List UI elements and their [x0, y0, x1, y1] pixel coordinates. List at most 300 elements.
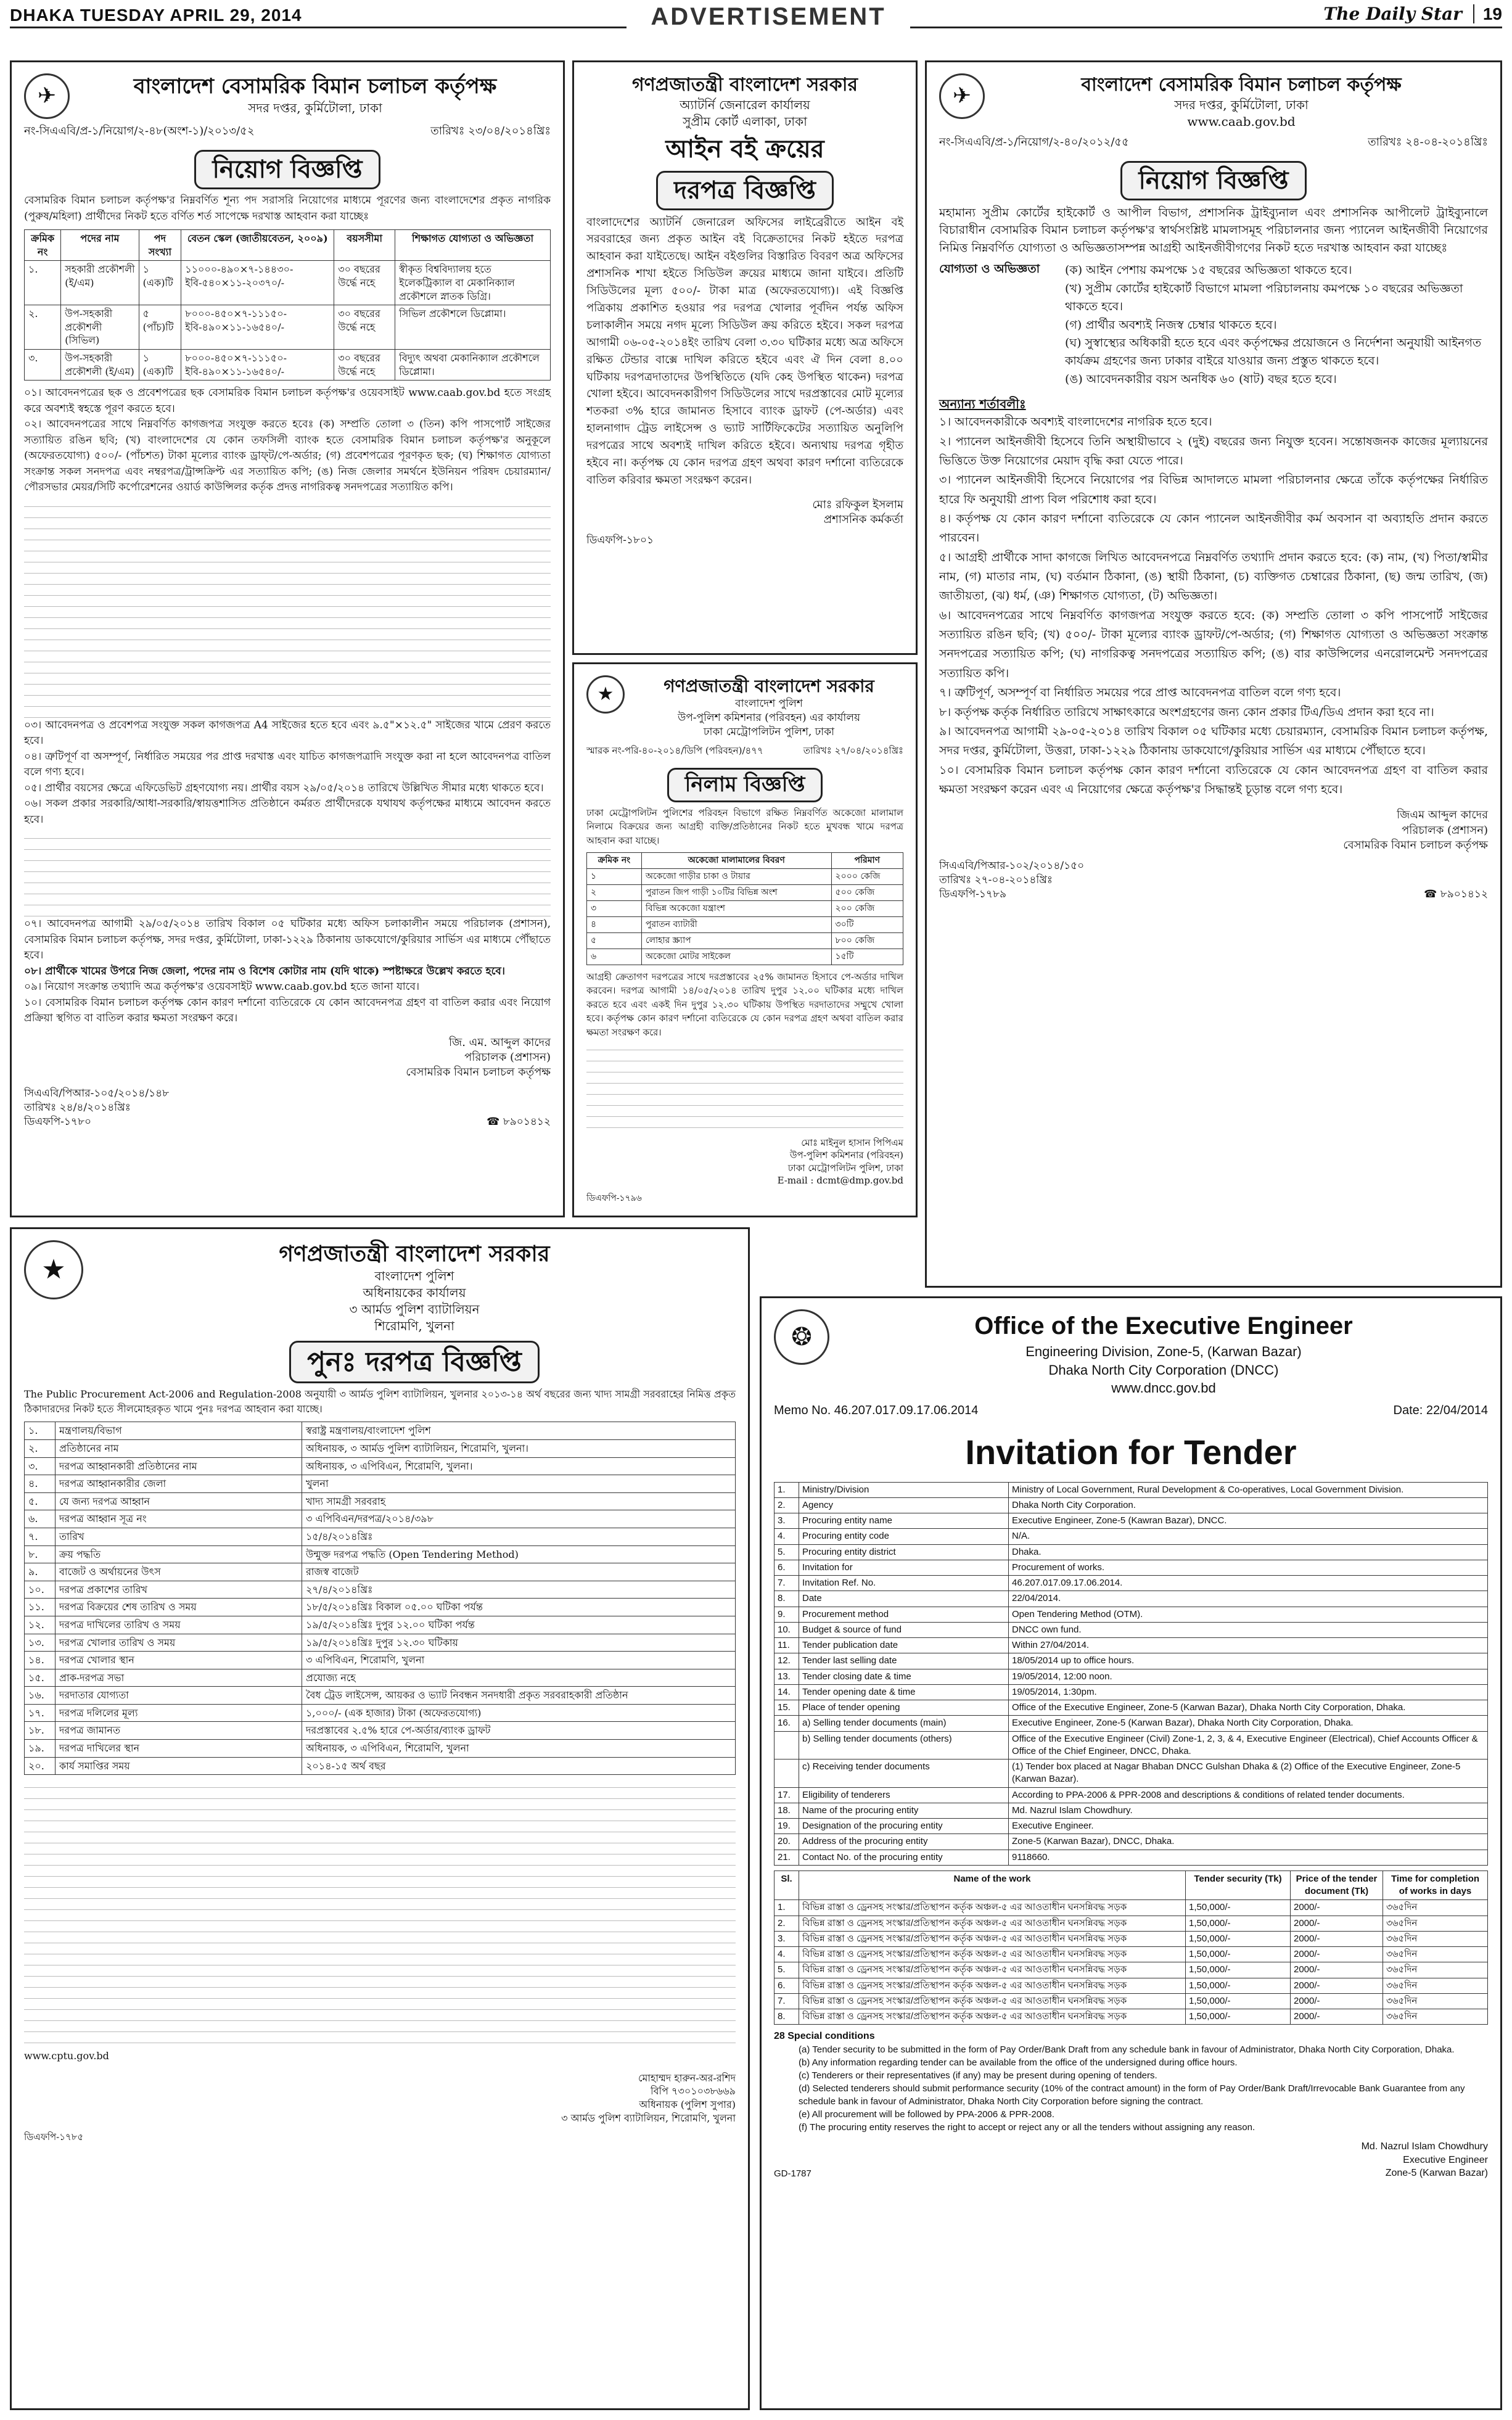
cell: Office of the Executive Engineer, Zone-5 (Karwan Bazar), Dhaka North City Corporation, Dhaka.	[1009, 1700, 1488, 1716]
cell: প্রাক-দরপত্র সভা	[55, 1669, 302, 1687]
cell: দরপত্র দাখিলের স্থান	[55, 1740, 302, 1758]
cell: ক্রয় পদ্ধতি	[55, 1545, 302, 1563]
special-condition: (f) The procuring entity reserves the right to accept or reject any or all the tenders without assigning any reason.	[799, 2122, 1255, 2133]
signature-block	[586, 1137, 903, 1187]
cell: ২০.	[25, 1757, 55, 1775]
intro-text: The Public Procurement Act-2006 and Regulation-2008 অনুযায়ী ৩ আর্মড পুলিশ ব্যাটালিয়ন, খুলনার ২০১৩-১৪ অর্থ বছরের জন্য খাদ্য সামগ্রী সরবরাহের নিমিত্ত প্রকৃত ঠিকাদারদের নিকট হতে সীলমোহরকৃত খামে পুনঃ দরপত্র আহবান করা যাচ্ছে।	[24, 1388, 736, 1415]
signature-block	[24, 1035, 551, 1080]
cell: 2000/-	[1291, 1931, 1383, 1946]
special-condition: (d) Selected tenderers should submit performance security (10% of the contract amount) in the form of Pay Order/Bank Draft/Irrevocable Bank Guarantee from any schedule bank in favour of Administrator, Dhaka North City Corporation before signing the contract.	[799, 2083, 1465, 2107]
signatory-org: ঢাকা মেট্রোপলিটন পুলিশ, ঢাকা	[787, 1162, 903, 1174]
table-row	[774, 1900, 1488, 1916]
table-row	[25, 350, 551, 381]
col-header: Tender security (Tk)	[1186, 1871, 1291, 1900]
notice-body: আগ্রহী ক্রেতাগণ দরপত্রের সাথে দরপ্রস্তাবের ২৫% জামানত হিসাবে পে-অর্ডার দাখিল করবেন। দরপত্র আগামী ১৪/০৫/২০১৪ তারিখ দুপুর ১২.০০ ঘটিকার মধ্যে দাখিল করতে হবে এবং একই দিন দুপুর ১২.৩০ ঘটিকায় উপস্থিত দরদাতাদের সম্মুখে খোলা হবে। কর্তৃপক্ষ কোন কারণ দর্শানো ব্যতিরেকে যে কোন দরপত্র গ্রহণ অথবা বাতিল করার ক্ষমতা সংরক্ষণ করে।	[586, 971, 903, 1038]
table-row	[25, 1757, 736, 1775]
cell: ১৭.	[25, 1704, 55, 1722]
cell: খাদ্য সামগ্রী সরবরাহ	[302, 1492, 736, 1510]
clause: ০৪। ত্রুটিপূর্ণ বা অসম্পূর্ণ, নির্ধারিত সময়ের পর প্রাপ্ত দরখাস্ত এবং যাচিত কাগজপত্রাদি সংযুক্ত করা না হলে আবেদনপত্র বাতিল বলে গণ্য হবে।	[24, 750, 551, 779]
col-header: ক্রমিক নং	[25, 230, 61, 261]
table-row	[25, 305, 551, 350]
cell: 2000/-	[1291, 1978, 1383, 1993]
cell: 1,50,000/-	[1186, 1962, 1291, 1978]
phone-number: ☎ ৮৯০১৪১২	[1424, 888, 1488, 900]
ref-date: তারিখঃ ২৭/০৪/২০১৪খ্রিঃ	[803, 744, 903, 756]
ad-footer	[24, 1087, 551, 1129]
cell: বিভিন্ন অকেজো যন্ত্রাংশ	[641, 901, 831, 917]
vacancy-table	[24, 229, 551, 381]
table-row	[25, 1740, 736, 1758]
office-line: বাংলাদেশ পুলিশ	[374, 1269, 454, 1283]
ref-date: তারিখঃ ২৩/০৪/২০১৪খ্রিঃ	[430, 125, 551, 138]
office-address: সুপ্রীম কোর্ট এলাকা, ঢাকা	[683, 113, 807, 129]
cell: Zone-5 (Karwan Bazar), DNCC, Dhaka.	[1009, 1834, 1488, 1850]
signatory-title: প্রশাসনিক কর্মকর্তা	[823, 513, 903, 527]
cell: দরপত্র বিক্রয়ের শেষ তারিখ ও সময়	[55, 1599, 302, 1616]
cell: ১,০০০/- (এক হাজার) টাকা (অফেরতযোগ্য)	[302, 1704, 736, 1722]
cell: লোহার স্ক্র্যাপ	[641, 932, 831, 949]
intro-text: মহামান্য সুপ্রীম কোর্টের হাইকোর্ট ও আপীল বিভাগ, প্রশাসনিক ট্রাইব্যুনাল এবং প্রশাসনিক আপীলেট ট্রাইব্যুনালে বিচারাধীন বেসামরিক বিমান চলাচল কর্তৃপক্ষ'র স্বার্থসংশ্লিষ্ট মামলাসমূহ পরিচালনার জন্য প্যানেল আইনজীবী নিয়োগের নিমিত্ত নিম্নবর্ণিত যোগ্যতা ও অভিজ্ঞতাসম্পন্ন আগ্রহী আইনজীবীগণের নিকট হতে দরখাস্ত আহবান করা যাচ্ছেঃ	[939, 205, 1488, 255]
cell: 16.	[774, 1716, 799, 1731]
cell: 1,50,000/-	[1186, 1978, 1291, 1993]
cell: 12.	[774, 1653, 799, 1669]
works-table	[774, 1871, 1488, 2025]
clause: ১০। বেসামরিক বিমান চলাচল কর্তৃপক্ষ কোন কারণ দর্শানো ব্যতিরেকে যে কোন আবেদনপত্র গ্রহণ বা বাতিল করার এবং নিয়োগ প্রক্রিয়া স্থগিত বা বাতিল করার ক্ষমতা সংরক্ষণ করে।	[24, 996, 551, 1025]
cell: N/A.	[1009, 1529, 1488, 1544]
cell: 2000/-	[1291, 1993, 1383, 2009]
cell: বিভিন্ন রাস্তা ও ড্রেনসহ সংস্কার/প্রতিস্থাপন কর্তৃক অঞ্চল-৫ এর আওতাধীন ঘনসন্নিবদ্ধ সড়ক	[799, 1993, 1186, 2009]
cell: 1,50,000/-	[1186, 1931, 1291, 1946]
table-row	[774, 1669, 1488, 1684]
table-row	[774, 1731, 1488, 1759]
cell: অধিনায়ক, ৩ এপিবিএন, শিরোমণি, খুলনা।	[302, 1457, 736, 1475]
ref-date: তারিখঃ ২৪-০৪-২০১৪খ্রিঃ	[1368, 135, 1488, 149]
table-row	[25, 1616, 736, 1634]
cell: 18.	[774, 1803, 799, 1818]
table-row	[25, 1492, 736, 1510]
cell: 20.	[774, 1834, 799, 1850]
cell: ৫.	[25, 1492, 55, 1510]
cell: ১৩.	[25, 1634, 55, 1652]
cell: বাজেট ও অর্থায়নের উৎস	[55, 1563, 302, 1581]
cell: Procurement of works.	[1009, 1560, 1488, 1575]
table-row	[587, 932, 903, 949]
cell: Designation of the procuring entity	[799, 1819, 1009, 1834]
signature-block	[939, 808, 1488, 853]
cell: 19/05/2014, 1:30pm.	[1009, 1684, 1488, 1700]
dfp-code: ডিএফপি-১৭৮৫	[24, 2131, 84, 2143]
cell: বিদ্যুৎ অথবা মেকানিক্যাল প্রকৌশলে ডিপ্লোমা।	[395, 350, 551, 381]
cell: ১৯.	[25, 1740, 55, 1758]
cell: 14.	[774, 1684, 799, 1700]
cell: 10.	[774, 1622, 799, 1637]
cell: 8.	[774, 1591, 799, 1607]
col-header: শিক্ষাগত যোগ্যতা ও অভিজ্ঞতা	[395, 230, 551, 261]
table-row	[774, 1482, 1488, 1497]
intro-text: বেসামরিক বিমান চলাচল কর্তৃপক্ষ'র নিম্নবর্ণিত শূন্য পদ সরাসরি নিয়োগের মাধ্যমে পূরণের জন্য বাংলাদেশের প্রকৃত নাগরিক (পুরুষ/মহিলা) প্রার্থীদের নিকট হতে বর্ণিত শর্ত সাপেক্ষে দরখাস্ত আহবান করা যাচ্ছেঃ	[24, 194, 551, 223]
cell	[774, 1731, 799, 1759]
cell: দরপত্র আহ্বানকারীর জেলা	[55, 1475, 302, 1493]
cell: রাজস্ব বাজেট	[302, 1563, 736, 1581]
tender-info-table	[774, 1482, 1488, 1866]
condition-item: ১০। বেসামরিক বিমান চলাচল কর্তৃপক্ষ কোন কারণ দর্শানো ব্যতিরেকে যে কোন আবেদনপত্র গ্রহণ বা বাতিল করার ক্ষমতা সংরক্ষণ করেন এবং এ নিয়োগের ক্ষেত্রে কর্তৃপক্ষ'র সিদ্ধান্তই চূড়ান্ত বলে গণ্য হবে।	[939, 763, 1488, 796]
clause: ০৭। আবেদনপত্র আগামী ২৯/০৫/২০১৪ তারিখ বিকাল ০৫ ঘটিকার মধ্যে অফিস চলাকালীন সময়ে পরিচালক (প্রশাসন), বেসামরিক বিমান চলাচল কর্তৃপক্ষ, সদর দপ্তর, কুর্মিটোলা, ঢাকা-১২২৯ ঠিকানায় ডাকযোগে/কুরিয়ার সার্ভিস এর মাধ্যমে পৌঁছাতে হবে।	[24, 918, 551, 962]
cell: বিভিন্ন রাস্তা ও ড্রেনসহ সংস্কার/প্রতিস্থাপন কর্তৃক অঞ্চল-৫ এর আওতাধীন ঘনসন্নিবদ্ধ সড়ক	[799, 1962, 1186, 1978]
signatory-org: বেসামরিক বিমান চলাচল কর্তৃপক্ষ	[406, 1066, 551, 1079]
notice-title: নিয়োগ বিজ্ঞপ্তি	[194, 150, 380, 189]
signatory-title: উপ-পুলিশ কমিশনার (পরিবহন)	[789, 1150, 903, 1161]
table-row	[587, 949, 903, 965]
table-row	[774, 1716, 1488, 1731]
cell: অধিনায়ক, ৩ আর্মড পুলিশ ব্যাটালিয়ন, শিরোমণি, খুলনা।	[302, 1439, 736, 1457]
cell: 11.	[774, 1638, 799, 1653]
qualification-item: (ঘ) সুস্বাস্থ্যের অধিকারী হতে হবে এবং কর্তৃপক্ষের প্রয়োজনে ও নির্দেশনা অনুযায়ী আইনগত কার্যক্রম গ্রহণের জন্য ঢাকার বাইরে যাওয়ার জন্য প্রস্তুত থাকতে হবে।	[1065, 336, 1482, 368]
cell: ৯.	[25, 1563, 55, 1581]
clause: ০২। আবেদনপত্রের সাথে নিম্নবর্ণিত কাগজপত্র সংযুক্ত করতে হবেঃ (ক) সম্প্রতি তোলা ৩ (তিন) কপি পাসপোর্ট সাইজের সত্যায়িত রঙিন ছবি; (খ) বাংলাদেশের যে কোন তফসিলী ব্যাংক হতে বেসামরিক বিমান চলাচল কর্তৃপক্ষ'র অনুকূলে (অফেরতযোগ্য) ৫০০/- (পাঁচশত) টাকা মূল্যের ব্যাংক ড্রাফ্‌ট/পে-অর্ডার; (গ) প্রবেশপত্রের পূরণকৃত ছক; (ঘ) শিক্ষাগত যোগ্যতা সংক্রান্ত সকল সনদপত্র এবং নম্বরপত্র/ট্রান্সক্রিপ্ট এর সত্যায়িত কপি; (ঙ) নিজ জেলার সমর্থনে ইউনিয়ন পরিষদ চেয়ারম্যান/পৌরসভার মেয়র/সিটি কর্পোরেশনের ওয়ার্ড কাউন্সিলর কর্তৃক প্রদত্ত নাগরিকত্ব সনদপত্রের সত্যায়িত কপি।	[24, 418, 551, 494]
section-label: ADVERTISEMENT	[627, 0, 910, 33]
cell	[774, 1759, 799, 1788]
qualification-item: (ঙ) আবেদনকারীর বয়স অনধিক ৬০ (ষাট) বছর হতে হবে।	[1065, 372, 1337, 386]
masthead-paper	[1323, 2, 1502, 26]
cell: 1,50,000/-	[1186, 1916, 1291, 1931]
org-name: গণপ্রজাতন্ত্রী বাংলাদেশ সরকার	[279, 1241, 550, 1267]
cell: ১ (এক)টি	[139, 261, 181, 305]
cell: 3.	[774, 1931, 799, 1946]
cell: দরপত্র খোলার স্থান	[55, 1652, 302, 1669]
cell: স্বীকৃত বিশ্ববিদ্যালয় হতে ইলেকট্রিক্যাল বা মেকানিক্যাল প্রকৌশলে স্নাতক ডিগ্রি।	[395, 261, 551, 305]
cell: DNCC own fund.	[1009, 1622, 1488, 1637]
cell: ৩৬৫দিন	[1383, 1931, 1488, 1946]
cell: 1,50,000/-	[1186, 1947, 1291, 1962]
cell: উপ-সহকারী প্রকৌশলী (সিভিল)	[61, 305, 139, 350]
footer-ref: সিএএবি/পিআর-১০২/২০১৪/১৫০	[939, 860, 1085, 873]
table-row	[774, 1978, 1488, 1993]
office-line: শিরোমণি, খুলনা	[374, 1319, 454, 1333]
cell: ৫ (পাঁচ)টি	[139, 305, 181, 350]
cell: বিভিন্ন রাস্তা ও ড্রেনসহ সংস্কার/প্রতিস্থাপন কর্তৃক অঞ্চল-৫ এর আওতাধীন ঘনসন্নিবদ্ধ সড়ক	[799, 1931, 1186, 1946]
cell: Ministry/Division	[799, 1482, 1009, 1497]
cell: ৮.	[25, 1545, 55, 1563]
table-row	[774, 1787, 1488, 1803]
cell: Tender closing date & time	[799, 1669, 1009, 1684]
cell: দরপত্র জামানত	[55, 1722, 302, 1740]
table-row	[25, 1528, 736, 1545]
table-row	[25, 1439, 736, 1457]
table-row	[774, 1947, 1488, 1962]
signature-block	[1362, 2140, 1488, 2180]
signatory-name: Md. Nazrul Islam Chowdhury	[1361, 2141, 1488, 2152]
cell: 9.	[774, 1607, 799, 1622]
clause: ০৮। প্রার্থীকে খামের উপরে নিজ জেলা, পদের নাম ও বিশেষ কোটার নাম (যদি থাকে) স্পষ্টাক্ষরে উল্লেখ করতে হবে।	[24, 965, 505, 977]
cell: ১ (এক)টি	[139, 350, 181, 381]
condition-item: ৫। আগ্রহী প্রার্থীকে সাদা কাগজে লিখিত আবেদনপত্রে নিম্নবর্ণিত তথ্যাদি প্রদান করতে হবে: (ক) নাম, (খ) পিতা/স্বামীর নাম, (গ) মাতার নাম, (ঘ) বর্তমান ঠিকানা, (ঙ) স্থায়ী ঠিকানা, (চ) ব্যক্তিগত চেম্বারের ঠিকানা, (ছ) জন্ম তারিখ, (জ) জাতীয়তা, (ঝ) ধর্ম, (ঞ) শিক্ষাগত যোগ্যতা, (ট) অভিজ্ঞতা।	[939, 550, 1488, 603]
table-row	[774, 1834, 1488, 1850]
cell: Within 27/04/2014.	[1009, 1638, 1488, 1653]
intro-text: ঢাকা মেট্রোপলিটন পুলিশের পরিবহন বিভাগে রক্ষিত নিম্নবর্ণিত অকেজো মালামাল নিলামে বিক্রয়ের জন্য আগ্রহী ব্যক্তি/প্রতিষ্ঠানের নিকট হতে মুখবন্ধ খামে দরপত্র আহবান করা যাচ্ছে।	[586, 807, 903, 846]
condition-item: ৪। কর্তৃপক্ষ যে কোন কারণ দর্শানো ব্যতিরেকে যে কোন প্যানেল আইনজীবীর কর্ম অবসান বা অব্যাহতি প্রদান করতে পারবেন।	[939, 512, 1488, 545]
table-row	[774, 1529, 1488, 1544]
cell: Eligibility of tenderers	[799, 1787, 1009, 1803]
dfp-code: ডিএফপি-১৭৮০	[24, 1115, 92, 1128]
notice-title: নিয়োগ বিজ্ঞপ্তি	[1120, 161, 1306, 200]
police-emblem-icon: ★	[586, 675, 625, 714]
cell: ১৮.	[25, 1722, 55, 1740]
corporation-name: Dhaka North City Corporation (DNCC)	[1048, 1362, 1279, 1378]
cell: মন্ত্রণালয়/বিভাগ	[55, 1422, 302, 1440]
special-condition: (e) All procurement will be followed by PPA-2006 & PPR-2008.	[799, 2109, 1054, 2120]
signatory-name: মোঃ রফিকুল ইসলাম	[812, 498, 903, 511]
cell: 22/04/2014.	[1009, 1591, 1488, 1607]
cell: সহকারী প্রকৌশলী (ই/এম)	[61, 261, 139, 305]
cell: 46.207.017.09.17.06.2014.	[1009, 1576, 1488, 1591]
cell: ৩০ বছরের উর্দ্ধে নহে	[334, 261, 395, 305]
signature-block	[24, 2072, 736, 2125]
office-line: উপ-পুলিশ কমিশনার (পরিবহন) এর কার্যালয়	[677, 711, 861, 724]
table-row	[25, 1634, 736, 1652]
cell: যে জন্য দরপত্র আহ্বান	[55, 1492, 302, 1510]
cell: ১২.	[25, 1616, 55, 1634]
special-condition: (a) Tender security to be submitted in the form of Pay Order/Bank Draft from any schedule bank in favour of Administrator, Dhaka North City Corporation, Dhaka.	[799, 2044, 1455, 2055]
cell: 13.	[774, 1669, 799, 1684]
dfp-code: ডিএফপি-১৭৮৯	[939, 888, 1007, 900]
signatory-title: পরিচালক (প্রশাসন)	[1402, 823, 1488, 837]
cell: Md. Nazrul Islam Chowdhury.	[1009, 1803, 1488, 1818]
cell: 1.	[774, 1482, 799, 1497]
cell: ৩৬৫দিন	[1383, 1993, 1488, 2009]
signatory-title: পরিচালক (প্রশাসন)	[464, 1051, 551, 1064]
org-website: www.caab.gov.bd	[1187, 113, 1296, 129]
table-row	[774, 2009, 1488, 2025]
cell: Ministry of Local Government, Rural Development & Co-operatives, Local Government Division.	[1009, 1482, 1488, 1497]
cell: স্বরাষ্ট্র মন্ত্রণালয়/বাংলাদেশ পুলিশ	[302, 1422, 736, 1440]
signatory-name: মোহাম্মদ হারুন-অর-রশিদ	[638, 2072, 736, 2084]
notice-heading: আইন বই ক্রয়ের	[665, 134, 824, 163]
table-row	[774, 1513, 1488, 1529]
cell: অকেজো মোটর সাইকেল	[641, 949, 831, 965]
table-row	[25, 1422, 736, 1440]
notice-title: দরপত্র বিজ্ঞপ্তি	[656, 171, 834, 210]
cell: সিভিল প্রকৌশলে ডিপ্লোমা।	[395, 305, 551, 350]
cell: ৩	[587, 901, 642, 917]
office-line: অধিনায়কের কার্যালয়	[363, 1285, 466, 1300]
table-row	[587, 901, 903, 917]
police-emblem-icon: ★	[24, 1240, 83, 1299]
cell: ৪	[587, 917, 642, 933]
page-number: 19	[1473, 4, 1502, 23]
table-row	[25, 1581, 736, 1599]
cell: 9118660.	[1009, 1850, 1488, 1865]
org-address: সদর দপ্তর, কুর্মিটোলা, ঢাকা	[248, 100, 382, 115]
office-line: ঢাকা মেট্রোপলিটন পুলিশ, ঢাকা	[703, 725, 835, 738]
cell: Address of the procuring entity	[799, 1834, 1009, 1850]
phone-number: ☎ ৮৯০১৪১২	[487, 1115, 551, 1128]
table-row	[587, 885, 903, 901]
org-name: গণপ্রজাতন্ত্রী বাংলাদেশ সরকার	[664, 676, 874, 696]
ad-law-book-tender	[572, 60, 918, 655]
org-name: বাংলাদেশ বেসামরিক বিমান চলাচল কর্তৃপক্ষ	[133, 74, 497, 99]
cell: দরপ্রস্তাবের ২.৫% হারে পে-অর্ডার/ব্যাংক ড্রাফট	[302, 1722, 736, 1740]
cell: বৈধ ট্রেড লাইসেন্স, আয়কর ও ভ্যাট নিবন্ধন সনদধারী প্রকৃত সরবরাহকারী প্রতিষ্ঠান	[302, 1687, 736, 1705]
condition-item: ২। প্যানেল আইনজীবী হিসেবে তিনি অস্থায়ীভাবে ২ (দুই) বছরের জন্য নিযুক্ত হবেন। সন্তোষজনক কাজের মূল্যায়নের ভিত্তিতে উক্ত নিয়োগের মেয়াদ বৃদ্ধি করা যেতে পারে।	[939, 434, 1488, 468]
table-row	[25, 1475, 736, 1493]
cell: Procuring entity name	[799, 1513, 1009, 1529]
cell: 2000/-	[1291, 1916, 1383, 1931]
cell: 4.	[774, 1529, 799, 1544]
cell: ৩৬৫দিন	[1383, 1947, 1488, 1962]
table-row	[774, 1653, 1488, 1669]
table-row	[774, 1916, 1488, 1931]
paper-name: The Daily Star	[1323, 4, 1462, 24]
cell: 1.	[774, 1900, 799, 1916]
cell: তারিখ	[55, 1528, 302, 1545]
contact-email: E-mail : dcmt@dmp.gov.bd	[777, 1174, 903, 1186]
cell: According to PPA-2006 & PPR-2008 and descriptions & conditions of related tender documents.	[1009, 1787, 1488, 1803]
dncc-emblem-icon: ❂	[774, 1309, 829, 1365]
signatory-name: জি. এম. আব্দুল কাদের	[448, 1035, 551, 1049]
cell: 2000/-	[1291, 2009, 1383, 2025]
dfp-code: ডিএফপি-১৮০১	[586, 534, 654, 547]
cell: 19.	[774, 1819, 799, 1834]
table-row	[25, 1599, 736, 1616]
condition-item: ৮। কর্তৃপক্ষ কর্তৃক নির্ধারিত তারিখে সাক্ষাৎকারে অংশগ্রহণের জন্য কোন প্রকার টিএ/ডিএ প্রদান করা হবে না।	[939, 705, 1434, 719]
signatory-org: ৩ আর্মড পুলিশ ব্যাটালিয়ন, শিরোমণি, খুলনা	[561, 2112, 736, 2124]
cell: উপ-সহকারী প্রকৌশলী (ই/এম)	[61, 350, 139, 381]
cell: 4.	[774, 1947, 799, 1962]
cell: Invitation Ref. No.	[799, 1576, 1009, 1591]
org-address: সদর দপ্তর, কুর্মিটোলা, ঢাকা	[1174, 97, 1309, 112]
cell: Executive Engineer, Zone-5 (Karwan Bazar), Dhaka North City Corporation, Dhaka.	[1009, 1716, 1488, 1731]
condition-item: ৭। ত্রুটিপূর্ণ, অসম্পূর্ণ বা নির্ধারিত সময়ের পরে প্রাপ্ত আবেদনপত্র বাতিল বলে গণ্য হবে।	[939, 686, 1341, 700]
cell: বিভিন্ন রাস্তা ও ড্রেনসহ সংস্কার/প্রতিস্থাপন কর্তৃক অঞ্চল-৫ এর আওতাধীন ঘনসন্নিবদ্ধ সড়ক	[799, 1916, 1186, 1931]
table-row	[774, 1819, 1488, 1834]
cell: দরপত্র প্রকাশের তারিখ	[55, 1581, 302, 1599]
cell: 6.	[774, 1978, 799, 1993]
table-row	[25, 1457, 736, 1475]
footer-date: তারিখঃ ২৪/৪/২০১৪খ্রিঃ	[24, 1101, 131, 1114]
table-row	[774, 1700, 1488, 1716]
signature-block	[586, 498, 903, 528]
cell: 3.	[774, 1513, 799, 1529]
cell: 7.	[774, 1993, 799, 2009]
cell: ৮০০০-৪৫০×৭-১১১৫০-ইবি-৪৯০×১১-১৬৫৪০/-	[181, 305, 334, 350]
cell: 2000/-	[1291, 1947, 1383, 1962]
memo-date: Date: 22/04/2014	[1393, 1404, 1488, 1418]
cell: ১৫/৪/২০১৪খ্রিঃ	[302, 1528, 736, 1545]
cell: ১.	[25, 1422, 55, 1440]
ad-footer	[939, 859, 1488, 902]
footer-ref: সিএএবি/পিআর-১০৫/২০১৪/১৪৮	[24, 1087, 170, 1100]
table-row	[774, 1576, 1488, 1591]
masthead	[10, 0, 1502, 28]
clause: ০৬। সকল প্রকার সরকারি/আধা-সরকারি/স্বায়ত্তশাসিত প্রতিষ্ঠানে কর্মরত প্রার্থীদেরকে যথাযথ কর্তৃপক্ষের মাধ্যমে আবেদন করতে হবে।	[24, 797, 551, 826]
cell: ৩০ বছরের উর্দ্ধে নহে	[334, 305, 395, 350]
table-row	[774, 1684, 1488, 1700]
cell: 17.	[774, 1787, 799, 1803]
table-row	[774, 1607, 1488, 1622]
table-row	[774, 1497, 1488, 1513]
cell: 21.	[774, 1850, 799, 1865]
clause: ০১। আবেদনপত্রের ছক ও প্রবেশপত্রের ছক বেসামরিক বিমান চলাচল কর্তৃপক্ষ'র ওয়েবসাইট www.caab.gov.bd হতে সংগ্রহ করে অবশ্যই স্বহস্তে পূরণ করতে হবে।	[24, 387, 551, 415]
table-row	[25, 1687, 736, 1705]
cell: ৬	[587, 949, 642, 965]
clause: ০৯। নিয়োগ সংক্রান্ত তথ্যাদি অত্র কর্তৃপক্ষ'র ওয়েবসাইট www.caab.gov.bd হতে জানা যাবে।	[24, 981, 420, 994]
table-row	[25, 1669, 736, 1687]
cell: ৩ এপিবিএন/দরপত্র/২০১৪/৩৯৮	[302, 1510, 736, 1528]
cell: দরদাতার যোগ্যতা	[55, 1687, 302, 1705]
cell: Open Tendering Method (OTM).	[1009, 1607, 1488, 1622]
notice-title: পুনঃ দরপত্র বিজ্ঞপ্তি	[289, 1341, 540, 1383]
col-header: অকেজো মালামালের বিবরণ	[641, 853, 831, 869]
cell: ৮০০০-৪৫০×৭-১১১৫০-ইবি-৪৯০×১১-১৬৫৪০/-	[181, 350, 334, 381]
corporation-website[interactable]: www.dncc.gov.bd	[1111, 1380, 1216, 1396]
signatory-name: মোঃ মাইনুল হাসান পিপিএম	[801, 1137, 903, 1149]
special-condition: (c) Tenderers or their representatives (if any) may be present during opening of tenders.	[799, 2070, 1157, 2081]
clause: ০৫। প্রার্থীর বয়সের ক্ষেত্রে এফিডেভিট গ্রহণযোগ্য নয়। প্রার্থীর বয়স ২৯/০৫/২০১৪ তারিখে উল্লিখিত সীমার মধ্যে থাকতে হবে।	[24, 781, 544, 794]
table-row	[25, 1722, 736, 1740]
signatory-id: বিপি ৭৩০১০৩৮৬৬৯	[651, 2085, 736, 2097]
dfp-code: ডিএফপি-১৭৯৬	[586, 1193, 642, 1204]
cell: Budget & source of fund	[799, 1622, 1009, 1637]
qualification-item: (খ) সুপ্রীম কোর্টের হাইকোর্ট বিভাগে মামলা পরিচালনায় কমপক্ষে ১০ বছরের অভিজ্ঞতা থাকতে হবে।	[1065, 281, 1463, 314]
cell: Procuring entity code	[799, 1529, 1009, 1544]
cell: 1,50,000/-	[1186, 1993, 1291, 2009]
cell: Procuring entity district	[799, 1544, 1009, 1560]
cell: b) Selling tender documents (others)	[799, 1731, 1009, 1759]
cell: 18/05/2014 up to office hours.	[1009, 1653, 1488, 1669]
table-row	[774, 1638, 1488, 1653]
notice-title: নিলাম বিজ্ঞপ্তি	[667, 768, 823, 802]
cptu-website[interactable]: www.cptu.gov.bd	[24, 2050, 109, 2062]
ad-police-retender	[10, 1227, 750, 2410]
col-header: পরিমাণ	[831, 853, 903, 869]
cell: Date	[799, 1591, 1009, 1607]
cell: 2000/-	[1291, 1900, 1383, 1916]
division-name: Engineering Division, Zone-5, (Karwan Bazar)	[1025, 1344, 1302, 1359]
cell: ১৯/৫/২০১৪খ্রিঃ দুপুর ১২.০০ ঘটিকা পর্যন্ত	[302, 1616, 736, 1634]
cell: 19/05/2014, 12:00 noon.	[1009, 1669, 1488, 1684]
signatory-title: Executive Engineer	[1403, 2154, 1488, 2165]
gd-code: GD-1787	[774, 2168, 811, 2179]
cell: ৬.	[25, 1510, 55, 1528]
condition-item: ১। আবেদনকারীকে অবশ্যই বাংলাদেশের নাগরিক হতে হবে।	[939, 415, 1212, 429]
cell: ৮০০ কেজি	[831, 932, 903, 949]
cell: ৪.	[25, 1475, 55, 1493]
col-header: Name of the work	[799, 1871, 1186, 1900]
cell: Dhaka.	[1009, 1544, 1488, 1560]
qualification-block	[939, 261, 1488, 389]
table-row	[774, 1962, 1488, 1978]
cell: 2.	[774, 1497, 799, 1513]
ref-number: নং-সিএএবি/প্র-১/নিয়োগ/২-৪৮(অংশ-১)/২০১৩/৫২	[24, 125, 255, 138]
cell: উন্মুক্ত দরপত্র পদ্ধতি (Open Tendering Method)	[302, 1545, 736, 1563]
col-header: পদের নাম	[61, 230, 139, 261]
cell: Tender publication date	[799, 1638, 1009, 1653]
office-line: বাংলাদেশ পুলিশ	[735, 698, 803, 710]
col-header: ক্রমিক নং	[587, 853, 642, 869]
special-condition: (b) Any information regarding tender can be available from the office of the undersigned during office hours.	[799, 2057, 1238, 2068]
cell: Dhaka North City Corporation.	[1009, 1497, 1488, 1513]
cell: দরপত্র দাখিলের তারিখ ও সময়	[55, 1616, 302, 1634]
cell: ৩৬৫দিন	[1383, 1900, 1488, 1916]
cell: বিভিন্ন রাস্তা ও ড্রেনসহ সংস্কার/প্রতিস্থাপন কর্তৃক অঞ্চল-৫ এর আওতাধীন ঘনসন্নিবদ্ধ সড়ক	[799, 1978, 1186, 1993]
cell: অধিনায়ক, ৩ এপিবিএন, শিরোমণি, খুলনা	[302, 1740, 736, 1758]
notice-body: বাংলাদেশের অ্যাটর্নি জেনারেল অফিসের লাইব্রেরীতে আইন বই সরবরাহের জন্য প্রকৃত আইন বই বিক্রেতাদের নিকট হইতে দরপত্র আহবান করা যাইতেছে। আইন বইগুলির বিস্তারিত বিবরণ অত্র অফিসের প্রশাসনিক শাখা হইতে সিডিউল ক্রয়ের মাধ্যমে জানা যাইবে। প্রতিটি সিডিউলের মূল্য ৫০০/- টাকা মাত্র (অফেরতযোগ্য)। এই বিজ্ঞপ্তি পত্রিকায় প্রকাশিত হওয়ার পর দরপত্র খোলার পূর্বদিন পর্যন্ত অফিস চলাকালীন সময়ে নগদ মূল্যে সিডিউল ক্রয় করিতে হইবে। সকল দরপত্র আগামী ০৬-০৫-২০১৪ইং তারিখ বেলা ৩.৩০ ঘটিকার মধ্যে অত্র অফিসে রক্ষিত টেন্ডার বাক্সে দাখিল করিতে হইবে এবং ঐ দিন বেলা ৪.০০ ঘটিকায় দরপত্রদাতাদের উপস্থিতিতে (যদি কেহ উপস্থিত থাকেন) দরপত্র খোলা হইবে। আবেদনকারীগণ সিডিউলের সাথে দরপ্রস্তাবের মোট মূল্যের শতকরা ৩% হারে জামানত হিসাবে ব্যাংক ড্রাফট (পে-অর্ডার) এবং হালনাগাদ ট্রেড লাইসেন্স ও ভ্যাট সার্টিফিকেটের সত্যায়িত অনুলিপি দরপত্রের সাথে অবশ্যই দাখিল করিতে হইবে। অন্যথায় দরপত্র গৃহীত হইবে না। কর্তৃপক্ষ যে কোন দরপত্র গ্রহণ অথবা কারণ দর্শানো ব্যতিরেকে বাতিল করিবার ক্ষমতা সংরক্ষণ করেন।	[586, 215, 903, 487]
col-header: পদ সংখ্যা	[139, 230, 181, 261]
cell: 8.	[774, 2009, 799, 2025]
ad-dncc-invitation-for-tender	[760, 1296, 1502, 2410]
cell: ৫০০ কেজি	[831, 885, 903, 901]
cell: ২০১৪-১৫ অর্থ বছর	[302, 1757, 736, 1775]
